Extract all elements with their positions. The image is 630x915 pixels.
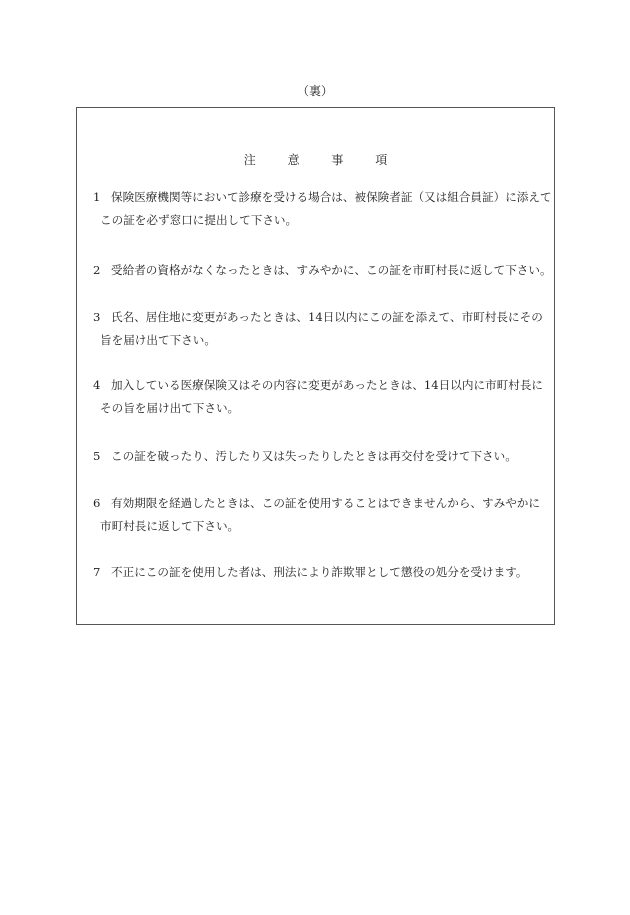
notice-item-line <box>93 186 552 209</box>
notice-item-4 <box>93 374 543 420</box>
notice-item-line <box>93 492 543 515</box>
notice-item-line <box>93 374 543 397</box>
notice-item-line: 市町村長に返して下さい。 <box>100 519 240 533</box>
notice-item-text: 有効期限を経過したときは、この証を使用することはできませんから、すみやかに <box>111 496 540 510</box>
notice-item-line <box>93 561 543 584</box>
notice-item-number: 3 <box>93 310 101 324</box>
notice-item-number: 2 <box>93 263 101 277</box>
notice-item-number: 4 <box>93 378 101 392</box>
notice-item-text: この証を破ったり、汚したり又は失ったりしたときは再交付を受けて下さい。 <box>111 449 517 463</box>
notice-item-line: 旨を届け出て下さい。 <box>100 333 216 347</box>
notice-item-7 <box>93 561 543 584</box>
notice-item-number: 5 <box>93 449 101 463</box>
notice-title: 注 意 事 項 <box>243 153 388 167</box>
notice-item-number: 1 <box>93 190 101 204</box>
notice-item-line: この証を必ず窓口に提出して下さい。 <box>100 213 298 227</box>
page-label: （裏） <box>296 84 333 98</box>
notice-item-line <box>93 306 543 329</box>
notice-item-number: 6 <box>93 496 101 510</box>
notice-item-text: 氏名、居住地に変更があったときは、14日以内にこの証を添えて、市町村長にその <box>111 310 543 324</box>
notice-item-line <box>93 445 543 468</box>
notice-item-line: その旨を届け出て下さい。 <box>100 401 240 415</box>
notice-item-text: 不正にこの証を使用した者は、刑法により詐欺罪として懲役の処分を受けます。 <box>111 565 528 579</box>
notice-item-1 <box>93 186 552 232</box>
notice-item-text: 保険医療機関等において診療を受ける場合は、被保険者証（又は組合員証）に添えて <box>111 190 552 204</box>
notice-item-6 <box>93 492 543 538</box>
notice-item-text: 受給者の資格がなくなったときは、すみやかに、この証を市町村長に返して下さい。 <box>111 263 552 277</box>
notice-item-line <box>93 259 552 282</box>
notice-box <box>76 107 555 625</box>
notice-item-2 <box>93 259 552 282</box>
notice-item-number: 7 <box>93 565 101 579</box>
notice-item-3 <box>93 306 543 352</box>
notice-item-text: 加入している医療保険又はその内容に変更があったときは、14日以内に市町村長に <box>111 378 544 392</box>
notice-item-5 <box>93 445 543 468</box>
